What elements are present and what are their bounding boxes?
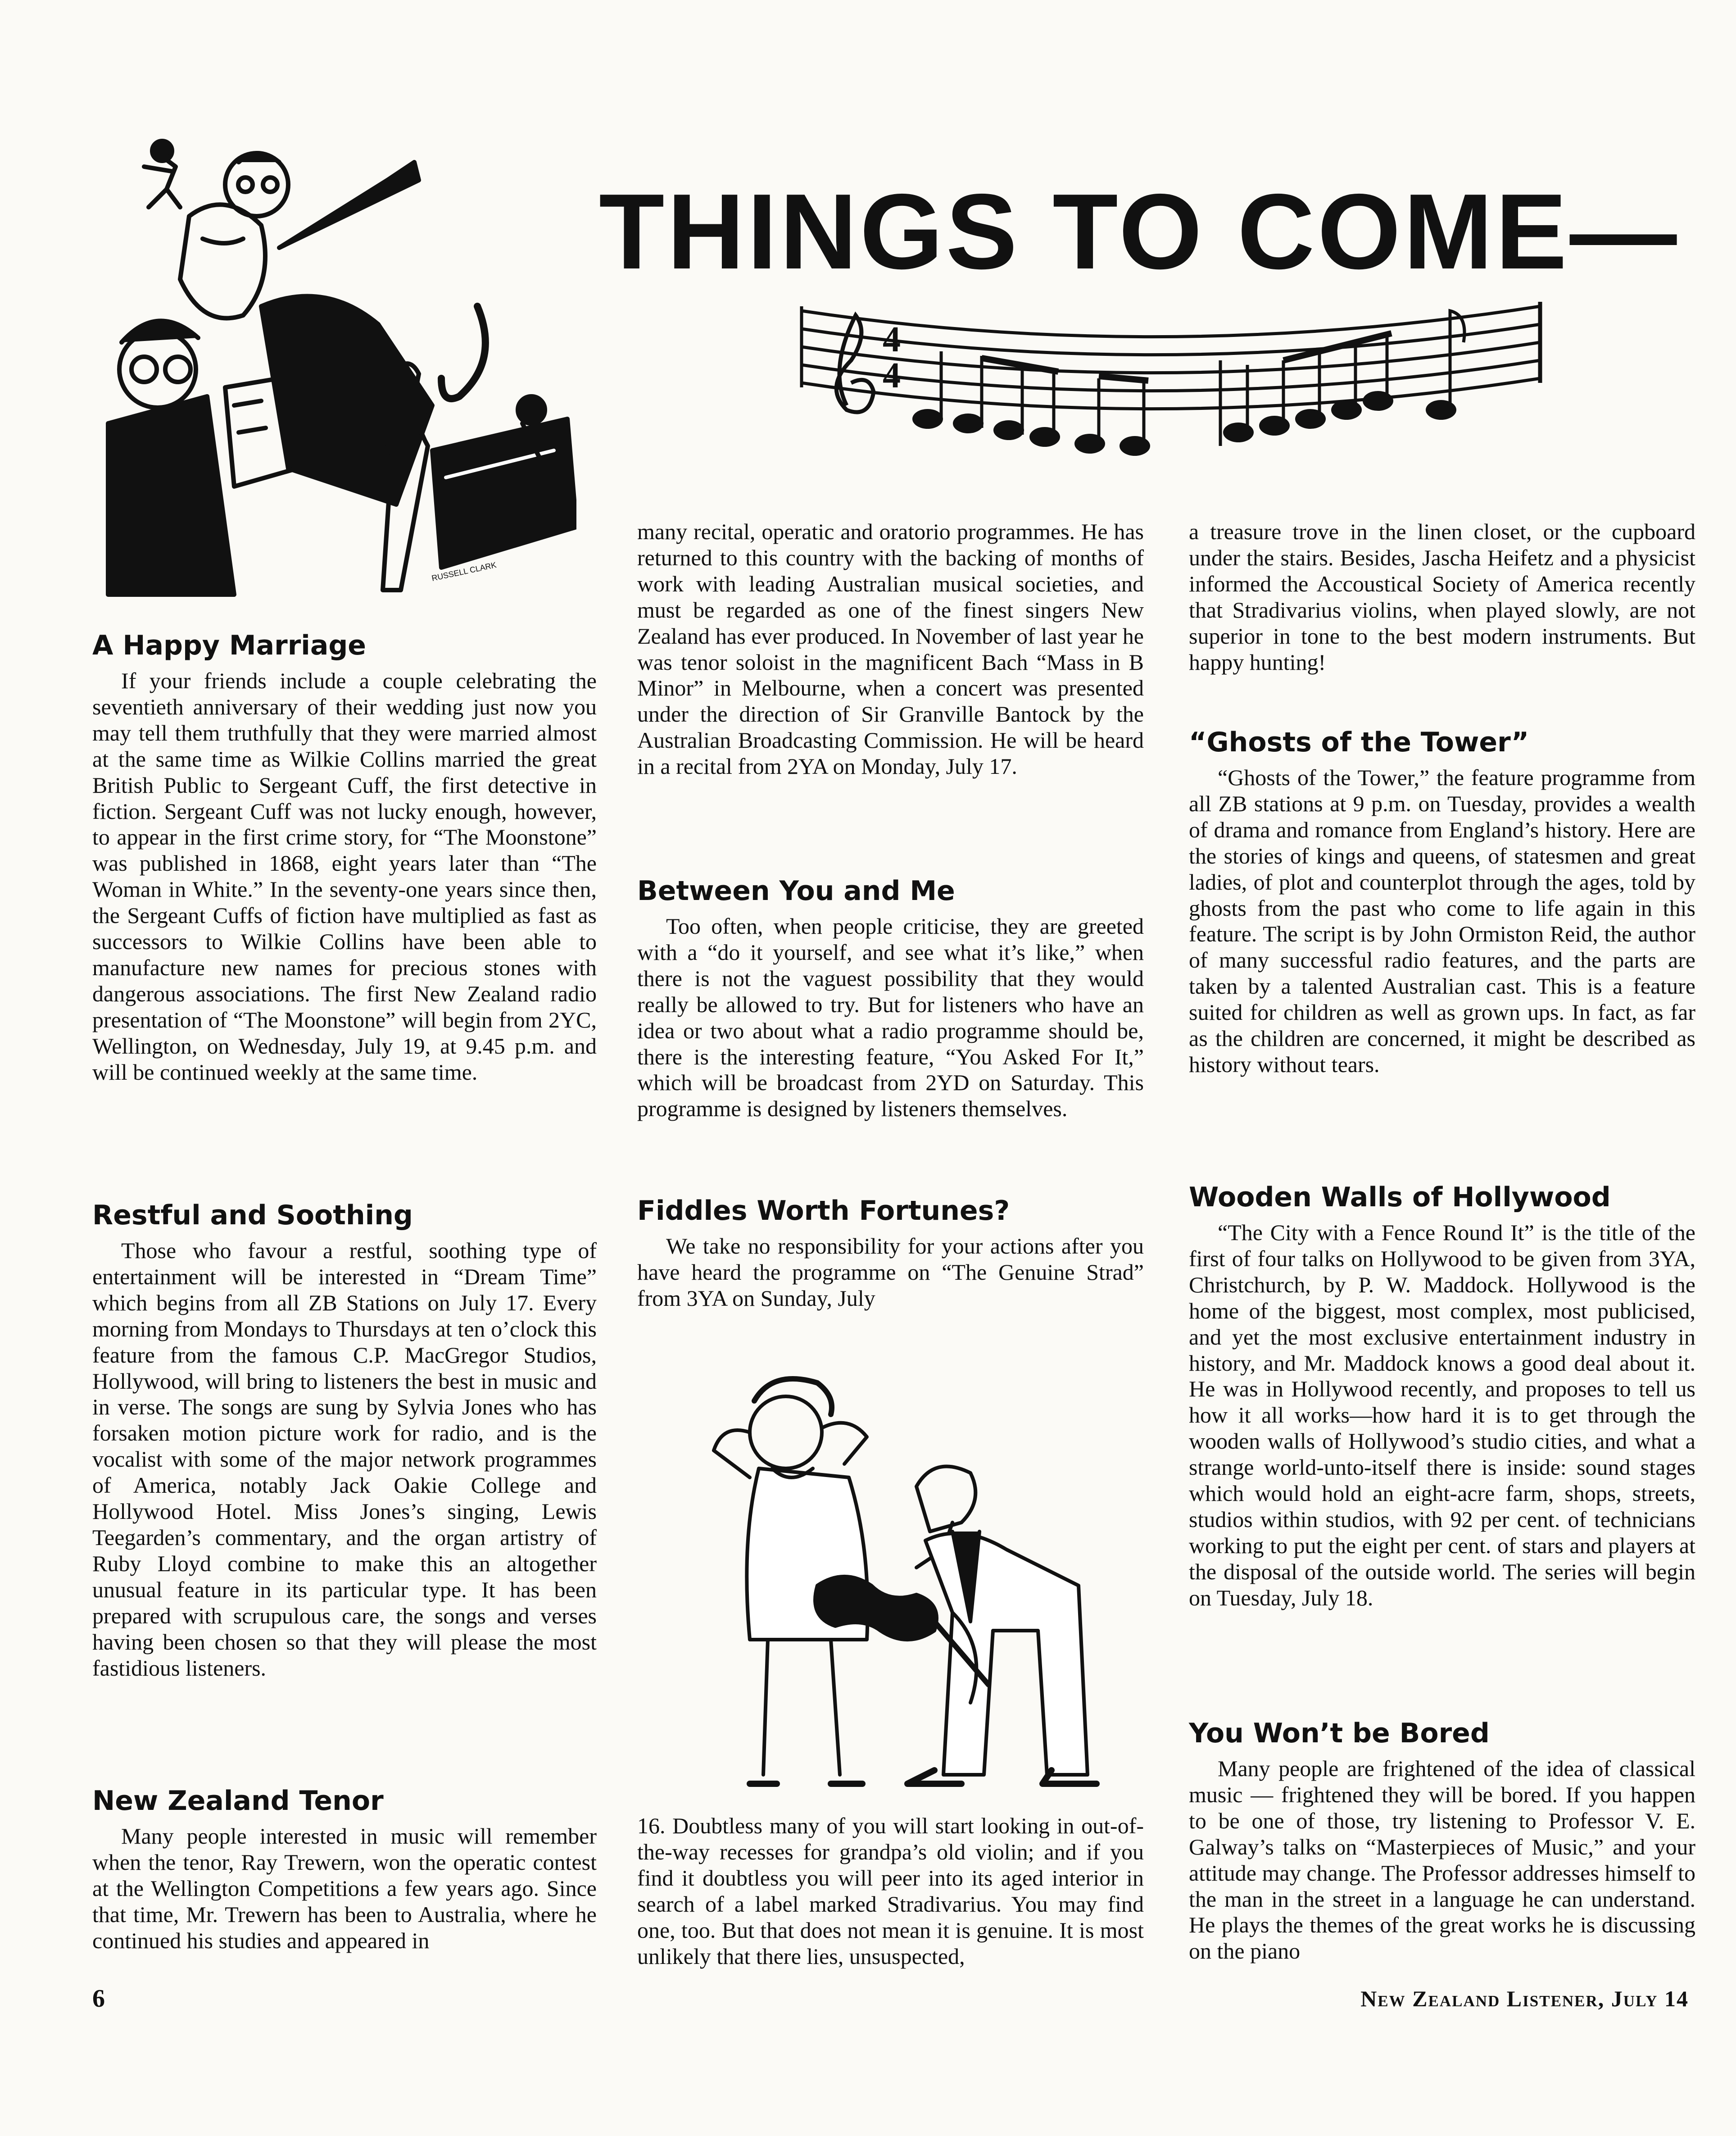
article-paragraph: “The City with a Fence Round It” is the title of the first of four talks on Hollywood to be given from 3YA, Christchurch, by P. W. Maddock. Hollywood is the home of the biggest, most complex, most publicised, and yet the most exclusive entertainment industry in history, and Mr. Maddock knows a good deal about it. He was in Hollywood recently, and proposes to tell us how it all works—how hard it is to get through the wooden walls of Hollywood’s studio cities, and what a strange world-unto-itself there is inside: sound stages which would hold an eight-acre farm, shops, streets, studios within studios, with 92 per cent. of technicians working to put the eight per cent. of stars and players at the disposal of the outside world. The series will begin on Tuesday, July 18. [1189, 1220, 1695, 1610]
article-paragraph: Too often, when people criticise, they are greeted with a “do it yourself, and see what it’s like,” when there is not the vaguest possibility that they would really be allowed to try. But for listeners who have an idea or two about what a radio programme should be, there is the interesting feature, “You Asked For It,” which will be broadcast from 2YD on Saturday. This programme is designed by listeners themselves. [637, 913, 1144, 1122]
publication-footer: New Zealand Listener, July 14 [1360, 1986, 1689, 2011]
article-paragraph: 16. Doubtless many of you will start looking in out-of-the-way recesses for grandpa’s old violin; and if you find it doubtless you will peer into its aged interior in search of a label marked Stradivarius. You may find one, too. But that does not mean it is genuine. It is most unlikely that there lies, unsuspected, [637, 1813, 1144, 1969]
violin-couple-illustration [637, 1351, 1144, 1797]
page-number: 6 [92, 1985, 105, 2013]
svg-text:4: 4 [883, 320, 901, 359]
column-2 [637, 519, 1144, 780]
column-3 [1189, 519, 1695, 675]
article-paragraph: Many people are frightened of the idea of classical music — frightened they will be bored. If you happen to be one of those, try listening to Professor V. E. Galway’s talks on “Masterpieces of Music,” and your attitude may change. The Professor addresses himself to the man in the street in a language he can understand. He plays the themes of the great works he is discussing on the piano [1189, 1756, 1695, 1964]
article-paragraph: “Ghosts of the Tower,” the feature programme from all ZB stations at 9 p.m. on Tuesday, provides a wealth of drama and romance from England’s history. Here are the stories of kings and queens, of statesmen and great ladies, of plot and counterplot through the ages, told by ghosts from the past who come to life again in this feature. The script is by John Ormiston Reid, the author of many successful radio features, and the parts are taken by a talented Australian cast. This is a feature suited for children as well as grown ups. In fact, as far as the children are concerned, it might be described as history without tears. [1189, 765, 1695, 1077]
article-heading: Fiddles Worth Fortunes? [637, 1195, 1010, 1227]
article-paragraph: We take no responsibility for your actions after you have heard the programme on “The Genuine Strad” from 3YA on Sunday, July [637, 1233, 1144, 1311]
article-heading: Restful and Soothing [92, 1200, 413, 1231]
column-3d [1189, 1716, 1695, 1964]
article-heading: Wooden Walls of Hollywood [1189, 1182, 1611, 1213]
article-heading: A Happy Marriage [92, 630, 366, 661]
article-heading: “Ghosts of the Tower” [1189, 727, 1529, 758]
article-paragraph: many recital, operatic and oratorio programmes. He has returned to this country with the backing of months of work with leading Australian musical societies, and must be regarded as one of the finest singers New Zealand has ever produced. In November of last year he was tenor soloist in the magnificent Bach “Mass in B Minor” in Melbourne, when a concert was presented under the direction of Sir Granville Bantock by the Australian Broadcasting Commission. He will be heard in a recital from 2YA on Monday, July 17. [637, 519, 1144, 779]
article-heading: You Won’t be Bored [1189, 1718, 1490, 1749]
column-2b [637, 874, 1144, 1122]
column-3b [1189, 725, 1695, 1078]
column-3c [1189, 1180, 1695, 1611]
band-illustration [90, 135, 576, 613]
article-heading: New Zealand Tenor [92, 1785, 384, 1817]
page-title: THINGS TO COME— [599, 172, 1680, 291]
article-paragraph: a treasure trove in the linen closet, or the cupboard under the stairs. Besides, Jascha Heifetz and a physicist informed the Accoustical Society of America recently that Stradivarius violins, when played slowly, are not superior in tone to the best modern instruments. But happy hunting! [1189, 519, 1695, 675]
svg-text:4: 4 [883, 356, 901, 395]
column-1 [92, 628, 597, 1086]
music-staff-illustration [793, 288, 1563, 477]
illustrator-signature: RUSSELL CLARK [431, 560, 498, 583]
column-1c [92, 1784, 597, 1954]
article-heading: Between You and Me [637, 875, 955, 907]
column-1b [92, 1198, 597, 1681]
article-paragraph: If your friends include a couple celebrating the seventieth anniversary of their wedding just now you may tell them truthfully that they were married almost at the same time as Wilkie Collins married the great British Public to Sergeant Cuff, the first detective in fiction. Sergeant Cuff was not lucky enough, however, to appear in the first crime story, for “The Moonstone” was published in 1868, eight years later than “The Woman in White.” In the seventy-one years since then, the Sergeant Cuffs of fiction have multiplied as fast as successors to Wilkie Collins have been able to manufacture new names for precious stones with dangerous associations. The first New Zealand radio presentation of “The Moonstone” will begin from 2YC, Wellington, on Wednesday, July 19, at 9.45 p.m. and will be continued weekly at the same time. [92, 668, 597, 1085]
column-2d [637, 1813, 1144, 1969]
article-paragraph: Many people interested in music will remember when the tenor, Ray Trewern, won the operatic contest at the Wellington Competitions a few years ago. Since that time, Mr. Trewern has been to Australia, where he continued his studies and appeared in [92, 1823, 597, 1953]
column-2c [637, 1194, 1144, 1312]
article-paragraph: Those who favour a restful, soothing type of entertainment will be interested in “Dream Time” which begins from all ZB Stations on July 17. Every morning from Mondays to Thursdays at ten o’clock this feature from the famous C.P. MacGregor Studios, Hollywood, will bring to listeners the best in music and in verse. The songs are sung by Sylvia Jones who has forsaken motion picture work for radio, and is the vocalist with some of the major network programmes of America, notably Jack Oakie College and Hollywood Hotel. Miss Jones’s singing, Lewis Teegarden’s commentary, and the organ artistry of Ruby Lloyd combine to make this an altogether unusual feature in its particular type. It has been prepared with scrupulous care, the songs and verses having been chosen so that they will please the most fastidious listeners. [92, 1238, 597, 1681]
